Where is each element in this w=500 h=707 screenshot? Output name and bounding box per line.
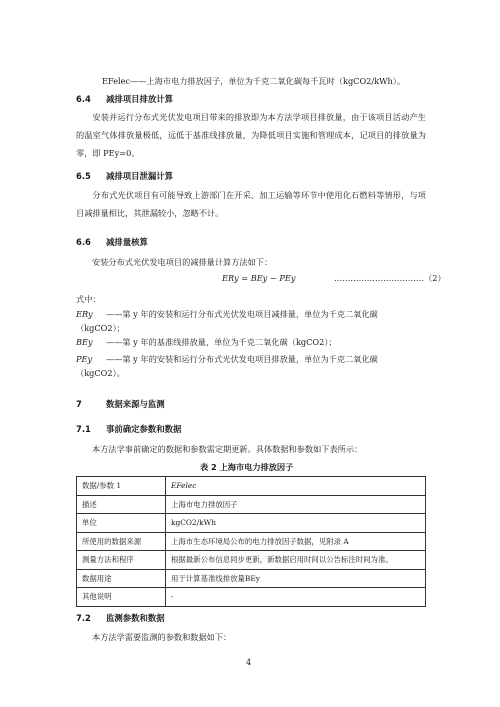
section-7-2-paragraph: 本方法学需要监测的参数和数据如下： — [92, 632, 232, 642]
section-title: 减排项目泄漏计算 — [106, 171, 173, 181]
ef-elec-definition: EFelec——上海市电力排放因子，单位为千克二氧化碳每千瓦时（kgCO2/kWh）。 — [102, 76, 406, 86]
definition-text: ——第 y 年的基准线排放量，单位为千克二氧化碳（kgCO2）； — [106, 337, 337, 347]
section-6-4-heading — [76, 93, 173, 105]
definition-pe-cont: （kgCO2）。 — [76, 368, 125, 378]
section-title: 事前确定参数和数据 — [106, 424, 182, 434]
definition-er — [76, 309, 378, 320]
section-6-6-heading — [76, 236, 148, 248]
table-row: 数据/参数 1 EFelec — [77, 477, 426, 496]
formula-number: ……………………………（2） — [334, 273, 446, 283]
section-6-5-heading — [76, 170, 173, 182]
section-7-1-heading — [76, 423, 181, 435]
section-number: 7 — [76, 399, 82, 409]
table-row: 测量方法和程序 根据最新公布信息同步更新，新数据启用时间以公告标注时间为准。 — [77, 551, 426, 570]
section-7-2-heading — [76, 612, 165, 624]
table-row: 单位 kgCO2/kWh — [77, 514, 426, 533]
section-title: 减排量核算 — [106, 237, 148, 247]
section-title: 数据来源与监测 — [106, 399, 165, 409]
section-number: 6.6 — [76, 237, 91, 247]
table-row: 所使用的数据来源 上海市生态环境局公布的电力排放因子数据，见附录 A — [77, 532, 426, 551]
definition-er-cont: （kgCO2）； — [76, 323, 125, 333]
section-6-4-paragraph: 安装并运行分布式光伏发电项目带来的排放即为本方法学项目排放量，由于该项目活动产生的温室气体排放量极低，远低于基准线排放量，为降低项目实施和管理成本，记项目的排放量为零，即 PEy=0。 — [76, 112, 426, 158]
symbol: ERy — [76, 309, 93, 319]
symbol: BEy — [76, 337, 93, 347]
definition-text: ——第 y 年的安装和运行分布式光伏发电项目排放量，单位为千克二氧化碳 — [106, 354, 378, 364]
section-number: 7.1 — [76, 424, 91, 434]
definition-be — [76, 337, 337, 348]
symbol: PEy — [76, 354, 93, 364]
table-row: 描述 上海市电力排放因子 — [77, 495, 426, 514]
section-number: 7.2 — [76, 613, 91, 623]
definition-pe — [76, 354, 378, 365]
section-number: 6.4 — [76, 94, 91, 104]
section-7-heading — [76, 398, 165, 410]
section-7-1-paragraph: 本方法学事前确定的数据和参数需定期更新。具体数据和参数如下表所示： — [92, 444, 363, 454]
section-number: 6.5 — [76, 171, 91, 181]
page-number: 4 — [246, 657, 252, 667]
shizhong-label: 式中： — [76, 294, 101, 304]
section-6-6-paragraph: 安装分布式光伏发电项目的减排量计算方法如下： — [92, 257, 273, 267]
definition-text: ——第 y 年的安装和运行分布式光伏发电项目减排量，单位为千克二氧化碳 — [106, 309, 378, 319]
formula: ERy = BEy − PEy — [222, 273, 296, 283]
parameter-table — [76, 476, 426, 607]
table-row: 数据用途 用于计算基准线排放量BEy — [77, 569, 426, 588]
section-title: 监测参数和数据 — [106, 613, 165, 623]
table-row: 其他说明 - — [77, 588, 426, 607]
section-title: 减排项目排放计算 — [106, 94, 173, 104]
table-caption: 表 2 上海市电力排放因子 — [200, 462, 294, 472]
section-6-5-paragraph: 分布式光伏项目有可能导致上游部门在开采、加工运输等环节中使用化石燃料等情形，与项目减排量相比，其泄漏较小，忽略不计。 — [76, 190, 426, 218]
